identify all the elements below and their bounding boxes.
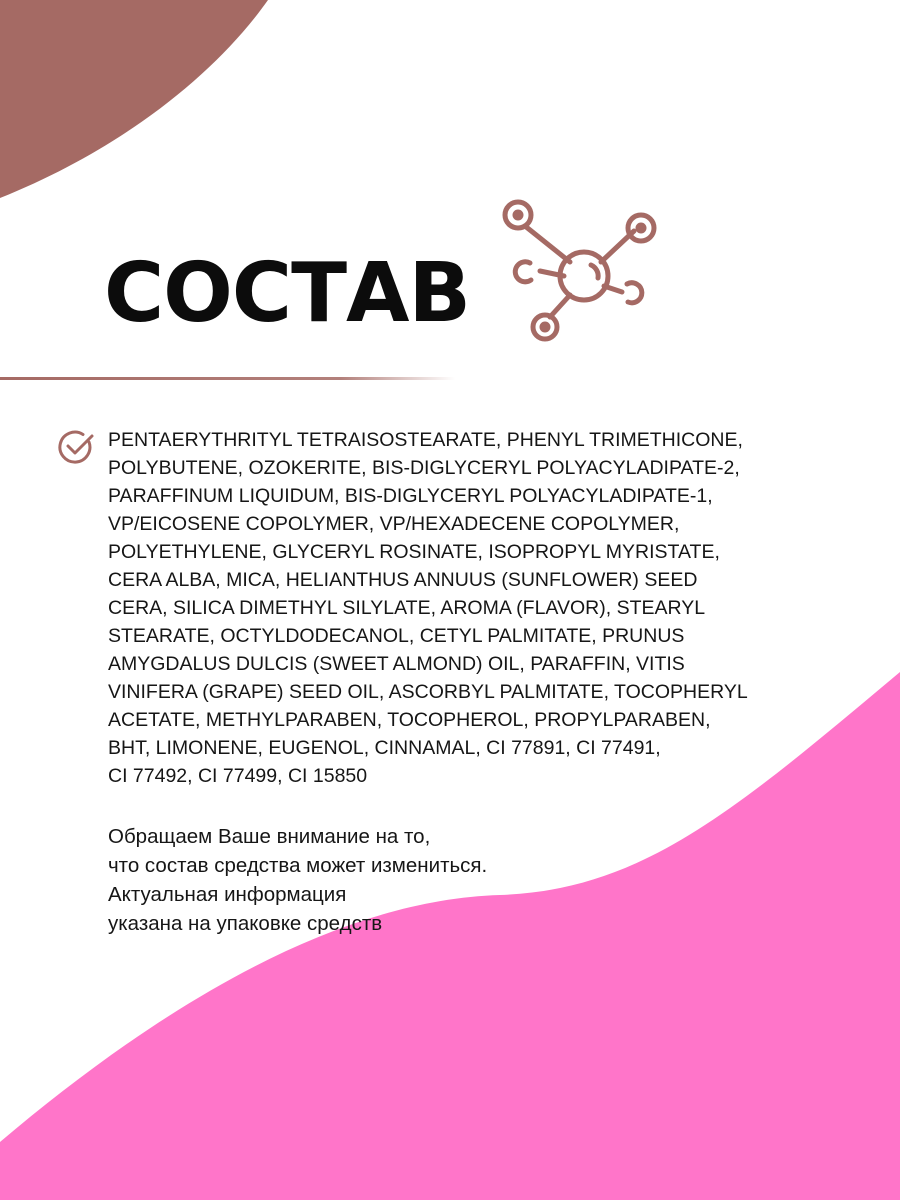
brown-corner-shape <box>0 0 268 198</box>
ingredients-line: PENTAERYTHRITYL TETRAISOSTEARATE, PHENYL TRIMETHICONE, <box>108 429 743 451</box>
ingredients-line: VP/EICOSENE COPOLYMER, VP/HEXADECENE COPOLYMER, <box>108 513 680 535</box>
ingredients-line: POLYETHYLENE, GLYCERYL ROSINATE, ISOPROPYL MYRISTATE, <box>108 541 720 563</box>
notice-line: Актуальная информация <box>108 883 347 906</box>
ingredients-line: CERA ALBA, MICA, HELIANTHUS ANNUUS (SUNFLOWER) SEED <box>108 569 698 591</box>
ingredients-list <box>108 426 828 790</box>
notice-line: что состав средства может измениться. <box>108 854 488 877</box>
ingredients-line: ACETATE, METHYLPARABEN, TOCOPHEROL, PROPYLPARABEN, <box>108 709 711 731</box>
ingredients-line: PARAFFINUM LIQUIDUM, BIS-DIGLYCERYL POLYACYLADIPATE-1, <box>108 485 713 507</box>
ingredients-line: POLYBUTENE, OZOKERITE, BIS-DIGLYCERYL POLYACYLADIPATE-2, <box>108 457 740 479</box>
composition-notice <box>108 822 487 938</box>
ingredients-line: VINIFERA (GRAPE) SEED OIL, ASCORBYL PALMITATE, TOCOPHERYL <box>108 681 748 703</box>
divider-line <box>0 377 455 380</box>
ingredients-line: CERA, SILICA DIMETHYL SILYLATE, AROMA (FLAVOR), STEARYL <box>108 597 706 619</box>
notice-line: Обращаем Ваше внимание на то, <box>108 825 431 848</box>
page-title: СОСТАВ <box>104 246 470 341</box>
ingredients-line: STEARATE, OCTYLDODECANOL, CETYL PALMITATE, PRUNUS <box>108 625 685 647</box>
ingredients-line: BHT, LIMONENE, EUGENOL, CINNAMAL, CI 77891, CI 77491, <box>108 737 661 759</box>
notice-line: указана на упаковке средств <box>108 912 383 935</box>
ingredients-line: AMYGDALUS DULCIS (SWEET ALMOND) OIL, PARAFFIN, VITIS <box>108 653 685 675</box>
molecule-icon <box>492 188 672 358</box>
check-circle-icon <box>58 428 96 466</box>
ingredients-line: CI 77492, CI 77499, CI 15850 <box>108 765 368 787</box>
